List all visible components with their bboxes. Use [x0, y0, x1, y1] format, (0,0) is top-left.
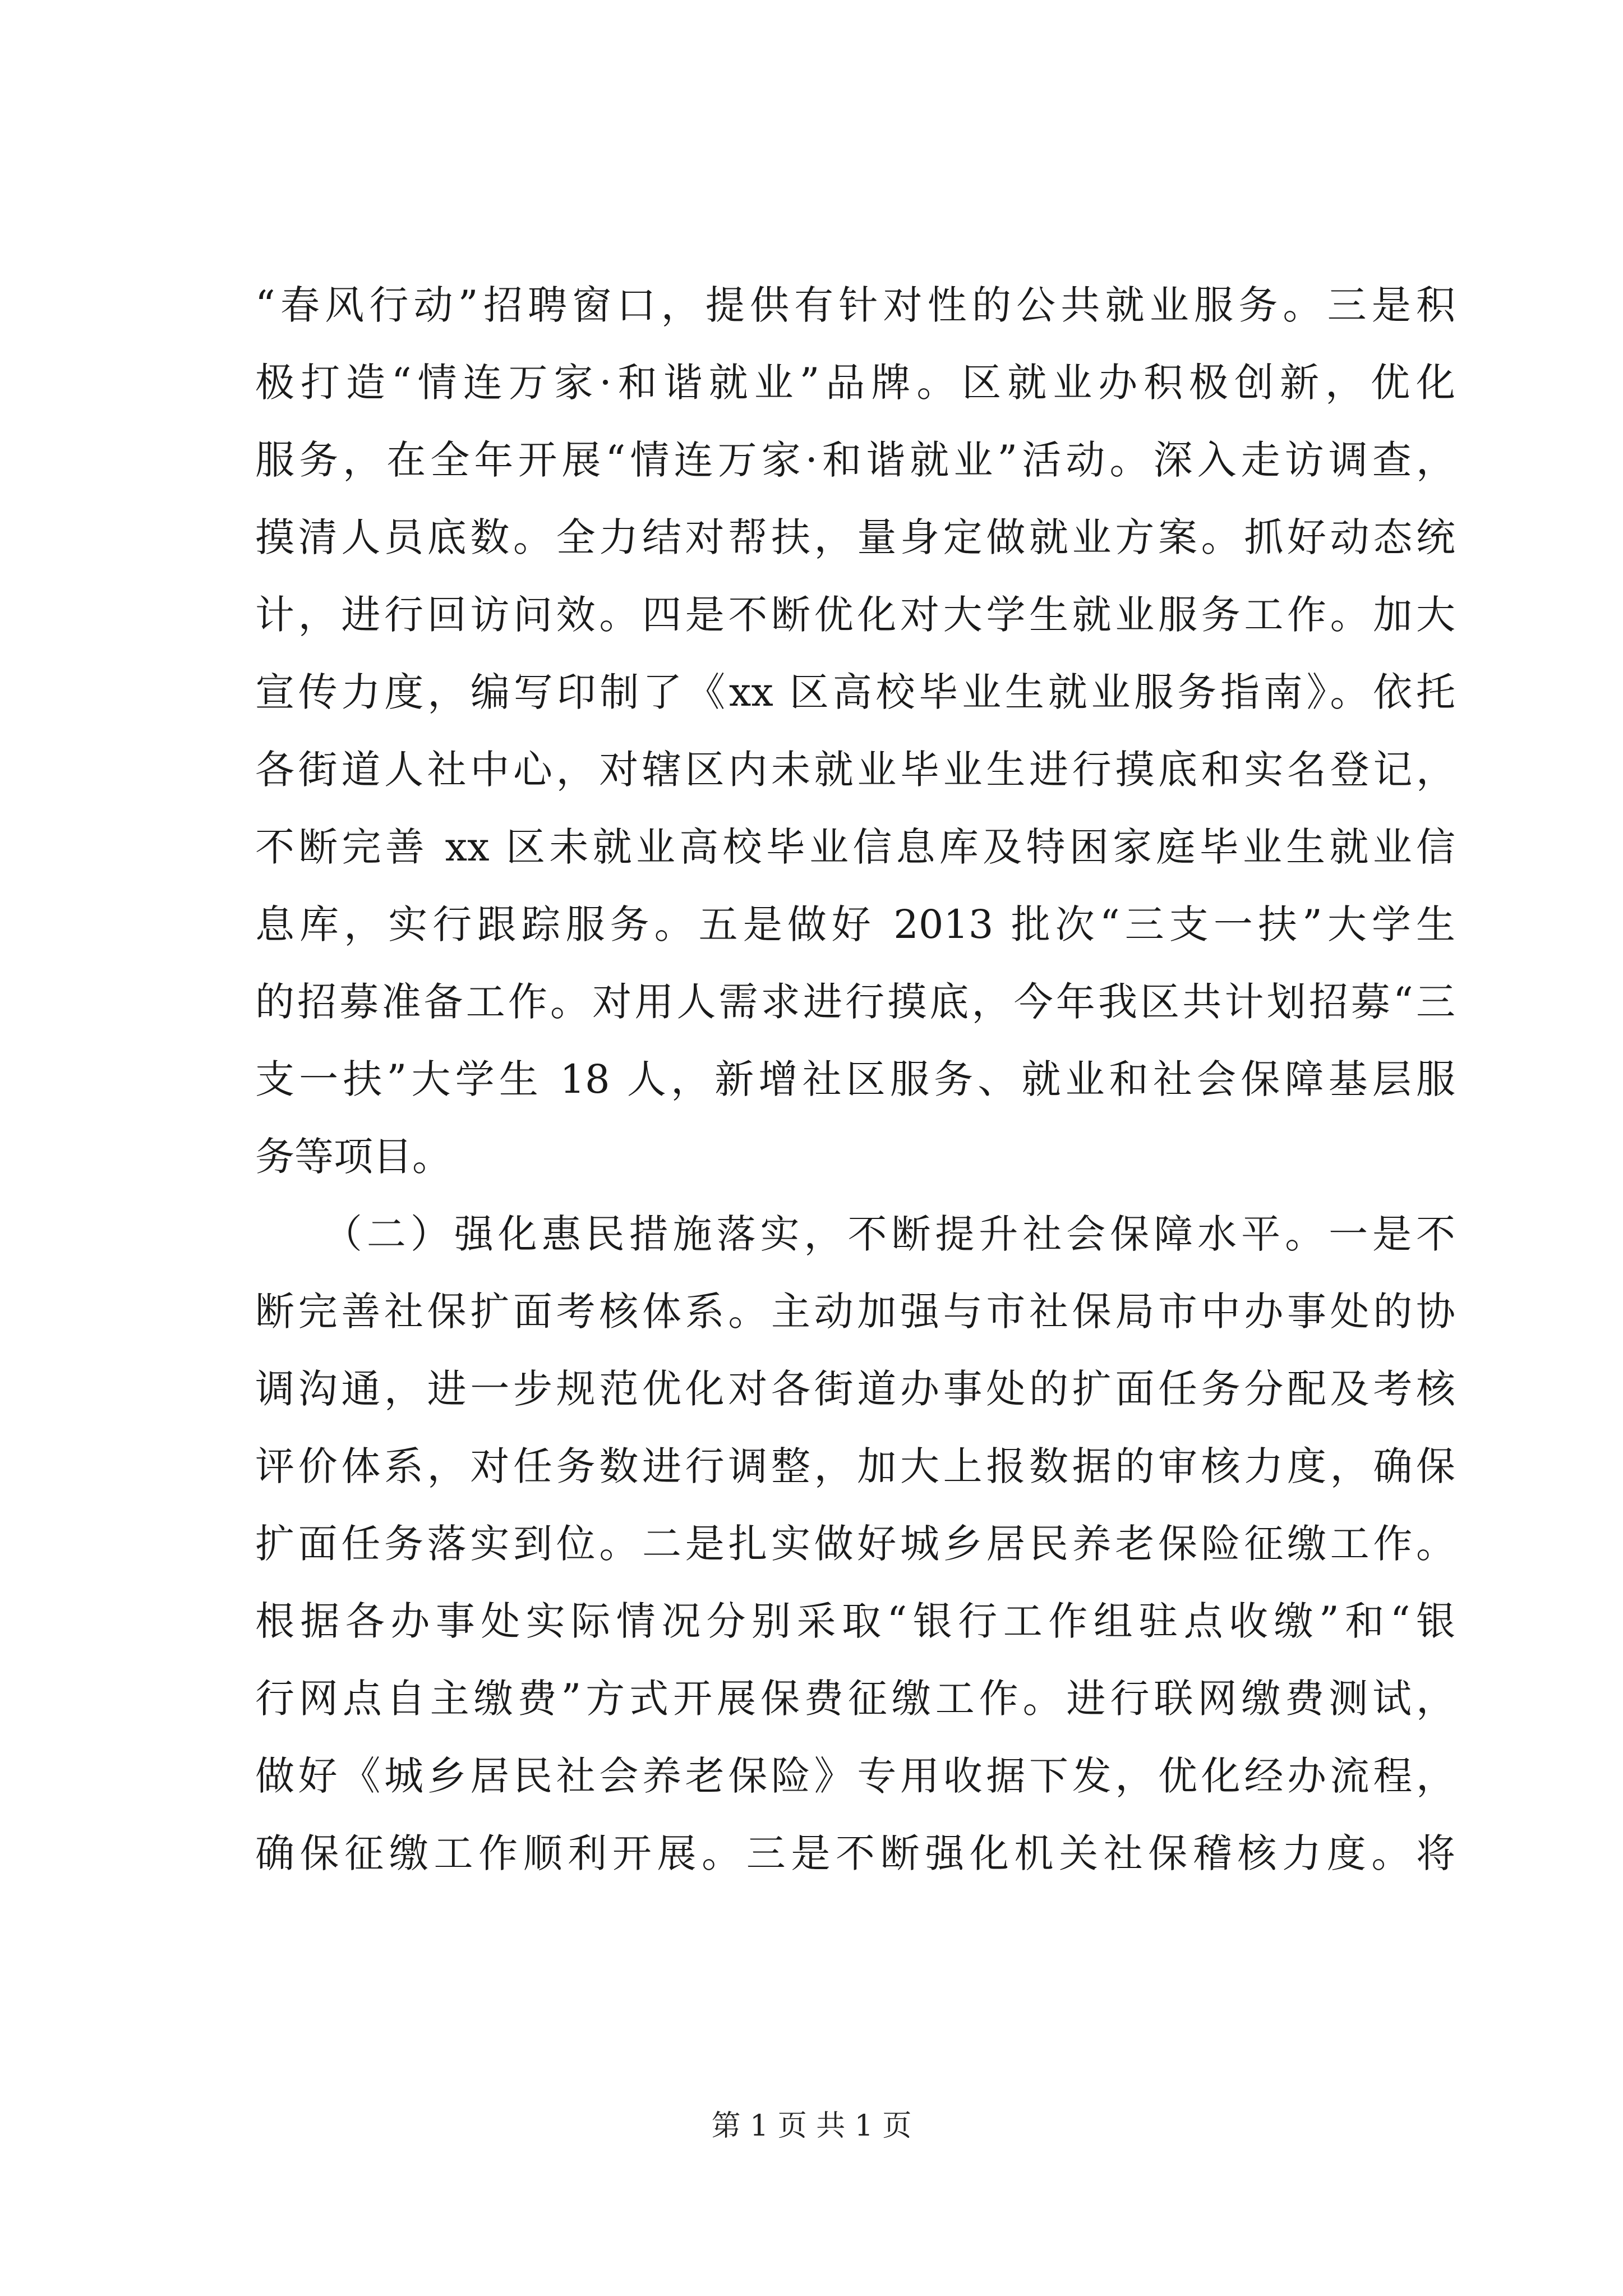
- text-line-18: 根据各办事处实际情况分别采取“银行工作组驻点收缴”和“银: [255, 1598, 1455, 1644]
- text-line-8: 不断完善 xx 区未就业高校毕业信息库及特困家庭毕业生就业信: [255, 824, 1455, 870]
- text-line-6: 宣传力度，编写印制了《xx 区高校毕业生就业服务指南》。依托: [255, 669, 1455, 715]
- text-line-1: “春风行动”招聘窗口，提供有针对性的公共就业服务。三是积: [255, 282, 1455, 328]
- text-line-21: 确保征缴工作顺利开展。三是不断强化机关社保稽核力度。将: [255, 1830, 1455, 1876]
- text-line-12: 务等项目。: [255, 1134, 451, 1180]
- body-text: [255, 266, 1455, 1892]
- text-line-17: 扩面任务落实到位。二是扎实做好城乡居民养老保险征缴工作。: [255, 1521, 1455, 1567]
- text-line-9: 息库，实行跟踪服务。五是做好 2013 批次“三支一扶”大学生: [255, 901, 1455, 947]
- text-line-5: 计，进行回访问效。四是不断优化对大学生就业服务工作。加大: [255, 592, 1455, 638]
- text-line-3: 服务，在全年开展“情连万家·和谐就业”活动。深入走访调查，: [255, 437, 1455, 483]
- text-line-20: 做好《城乡居民社会养老保险》专用收据下发，优化经办流程，: [255, 1753, 1455, 1799]
- text-line-13: （二）强化惠民措施落实，不断提升社会保障水平。一是不: [255, 1211, 1455, 1257]
- text-line-11: 支一扶”大学生 18 人，新增社区服务、就业和社会保障基层服: [255, 1056, 1455, 1102]
- text-line-4: 摸清人员底数。全力结对帮扶，量身定做就业方案。抓好动态统: [255, 514, 1455, 560]
- text-line-10: 的招募准备工作。对用人需求进行摸底，今年我区共计划招募“三: [255, 979, 1455, 1025]
- text-line-2: 极打造“情连万家·和谐就业”品牌。区就业办积极创新，优化: [255, 360, 1455, 406]
- text-line-19: 行网点自主缴费”方式开展保费征缴工作。进行联网缴费测试，: [255, 1676, 1455, 1722]
- page-number-footer: 第 1 页 共 1 页: [711, 2109, 912, 2143]
- text-line-15: 调沟通，进一步规范优化对各街道办事处的扩面任务分配及考核: [255, 1366, 1455, 1412]
- text-line-16: 评价体系，对任务数进行调整，加大上报数据的审核力度，确保: [255, 1443, 1455, 1489]
- text-line-14: 断完善社保扩面考核体系。主动加强与市社保局市中办事处的协: [255, 1289, 1455, 1335]
- text-line-7: 各街道人社中心，对辖区内未就业毕业生进行摸底和实名登记，: [255, 747, 1455, 793]
